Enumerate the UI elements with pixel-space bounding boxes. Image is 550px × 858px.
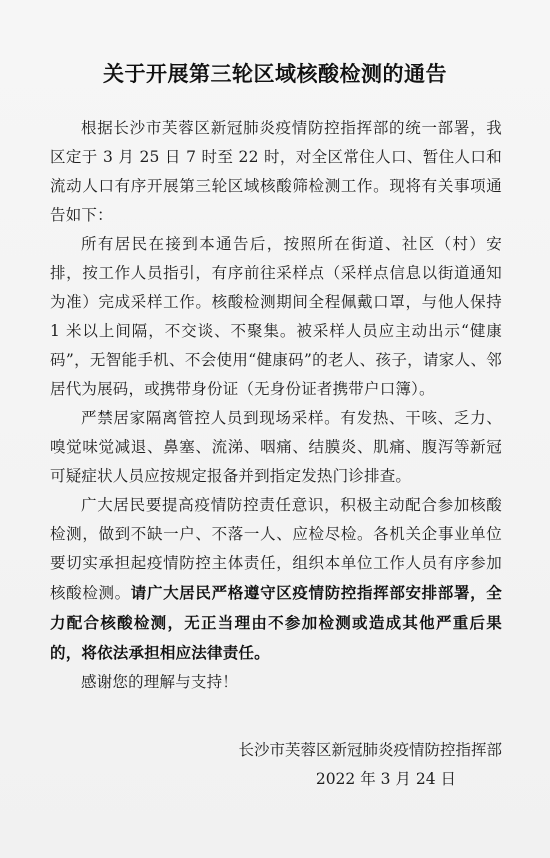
signature-block — [238, 736, 502, 794]
paragraph-responsibility — [50, 491, 502, 668]
notice-title: 关于开展第三轮区域核酸检测的通告 — [103, 61, 447, 86]
paragraph-restrictions: 严禁居家隔离管控人员到现场采样。有发热、干咳、乏力、嗅觉味觉减退、鼻塞、流涕、咽痛、结膜炎、肌痛、腹泻等新冠可疑症状人员应按规定报备并到指定发热门诊排查。 — [50, 409, 502, 485]
paragraph-intro: 根据长沙市芙蓉区新冠肺炎疫情防控指挥部的统一部署，我区定于 3 月 25 日 7 时至 22 时，对全区常住人口、暂住人口和流动人口有序开展第三轮区域核酸筛检测工作。现将有关事项通告如下： — [50, 119, 502, 224]
paragraph-responsibility-warning: 请广大居民严格遵守区疫情防控指挥部安排部署，全力配合核酸检测，无正当理由不参加检测或造成其他严重后果的，将依法承担相应法律责任。 — [50, 583, 502, 662]
notice-body — [50, 114, 502, 697]
notice-date: 2022 年 3 月 24 日 — [315, 770, 456, 788]
paragraph-responsibility-text: 广大居民要提高疫情防控责任意识，积极主动配合参加核酸检测，做到不缺一户、不落一人、应检尽检。各机关企事业单位要切实承担起疫情防控主体责任，组织本单位工作人员有序参加核酸检测。 — [50, 496, 502, 602]
signer-organization: 长沙市芙蓉区新冠肺炎疫情防控指挥部 — [238, 741, 502, 759]
paragraph-thanks: 感谢您的理解与支持！ — [81, 673, 239, 691]
paragraph-sampling-instructions: 所有居民在接到本通告后，按照所在街道、社区（村）安排，按工作人员指引，有序前往采样点（采样点信息以街道通知为准）完成采样工作。核酸检测期间全程佩戴口罩，与他人保持 1 米以上间隔，不交谈、不聚集。被采样人员应主动出示“健康码”，无智能手机、不会使用“健康码”的老人、孩子，请家人、邻居代为展码，或携带身份证（无身份证者携带户口簿）。 — [50, 235, 502, 398]
